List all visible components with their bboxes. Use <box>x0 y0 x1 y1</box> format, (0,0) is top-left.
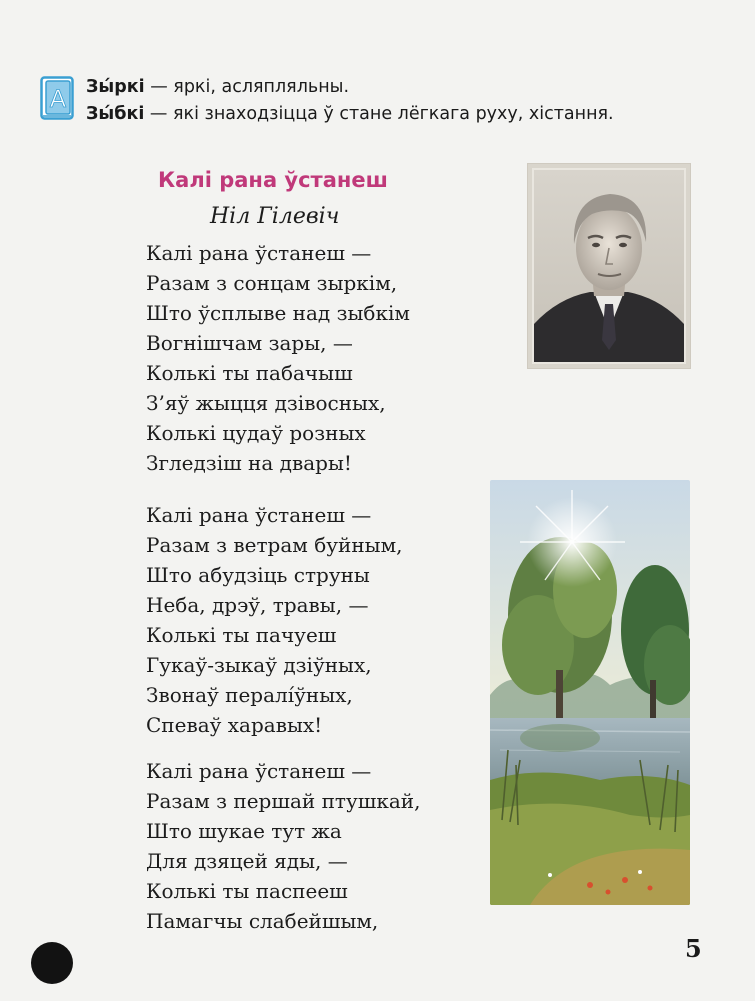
poem-line: Звонаў пералíўных, <box>146 683 353 707</box>
poem-line: Што шукае тут жа <box>146 819 342 843</box>
poem-line: Гукаў-зыкаў дзіўных, <box>146 653 372 677</box>
poem-line: Спеваў харавых! <box>146 713 323 737</box>
poem-line: Разам з ветрам буйным, <box>146 533 403 557</box>
poem-line: Разам з першай птушкай, <box>146 789 421 813</box>
poem-line: Што абудзіць струны <box>146 563 370 587</box>
portrait-drawing <box>528 164 690 368</box>
svg-text:А: А <box>49 85 67 113</box>
author-portrait-photo <box>527 163 691 369</box>
poem-line: Што ўсплыве над зыбкім <box>146 301 410 325</box>
vocabulary-term: Зы́ркі <box>86 77 145 97</box>
poem-line: Разам з сонцам зыркім, <box>146 271 398 295</box>
poem-stanza-3 <box>146 756 420 936</box>
poem-stanza-1 <box>146 238 410 478</box>
poem-line: Колькі ты пачуеш <box>146 623 337 647</box>
vocabulary-entry <box>86 74 736 101</box>
vocabulary-term: Зы́бкі <box>86 104 145 124</box>
poem-line: Калі рана ўстанеш — <box>146 241 372 265</box>
vocabulary-entry <box>86 101 736 128</box>
vocabulary-box <box>40 70 740 134</box>
poem-author: Ніл Гілевіч <box>210 204 340 229</box>
vocabulary-definition: — які знаходзіцца ў стане лёгкага руху, хістання. <box>144 104 614 124</box>
poem-line: Калі рана ўстанеш — <box>146 759 372 783</box>
poem-line: Для дзяцей яды, — <box>146 849 348 873</box>
vocabulary-definition: — яркі, асляпляльны. <box>144 77 350 97</box>
poem-stanza-2 <box>146 500 403 740</box>
poem-line: З’яў жыцця дзівосных, <box>146 391 386 415</box>
poem-line: Калі рана ўстанеш — <box>146 503 372 527</box>
book-letter-a-icon <box>40 76 74 120</box>
morning-river-landscape-painting <box>490 480 690 905</box>
poem-line: Згледзіш на двары! <box>146 451 352 475</box>
landscape-drawing <box>490 480 690 905</box>
punch-hole-mark <box>31 942 73 984</box>
poem-line: Неба, дрэў, травы, — <box>146 593 369 617</box>
poem-line: Колькі ты пабачыш <box>146 361 353 385</box>
poem-title: Калі рана ўстанеш <box>158 168 388 192</box>
poem-line: Памагчы слабейшым, <box>146 909 379 933</box>
poem-line: Вогнішчам зары, — <box>146 331 353 355</box>
page-number: 5 <box>685 934 702 963</box>
poem-line: Колькі ты паспееш <box>146 879 348 903</box>
poem-line: Колькі цудаў розных <box>146 421 366 445</box>
vocabulary-list <box>86 74 736 128</box>
